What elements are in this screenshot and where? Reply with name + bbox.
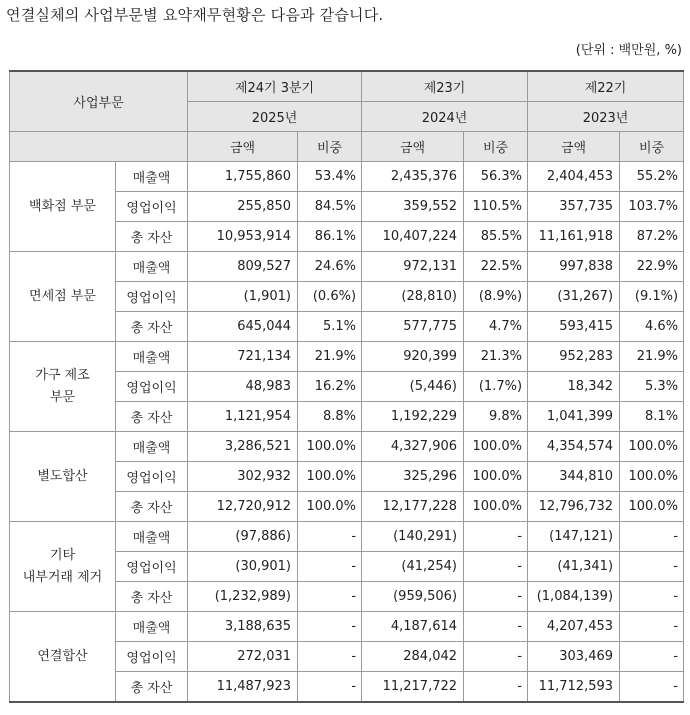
row-item-label: 영업이익 <box>116 192 188 222</box>
amount-cell: 4,207,453 <box>528 612 620 642</box>
table-row <box>10 252 684 282</box>
segment-name: 면세점 부문 <box>10 252 116 342</box>
ratio-cell: 5.3% <box>620 372 684 402</box>
amount-cell: 18,342 <box>528 372 620 402</box>
segment-name: 연결합산 <box>10 612 116 703</box>
page-title: 연결실체의 사업부문별 요약재무현황은 다음과 같습니다. <box>6 6 384 24</box>
ratio-cell: - <box>620 552 684 582</box>
row-item-label: 총 자산 <box>116 402 188 432</box>
table-row <box>10 612 684 642</box>
ratio-cell: 100.0% <box>620 462 684 492</box>
row-item-label: 매출액 <box>116 252 188 282</box>
amount-cell: 952,283 <box>528 342 620 372</box>
ratio-cell: 100.0% <box>464 492 528 522</box>
ratio-cell: (8.9%) <box>464 282 528 312</box>
row-item-label: 영업이익 <box>116 462 188 492</box>
amount-cell: (1,901) <box>188 282 298 312</box>
header-amount: 금액 <box>362 132 464 162</box>
amount-cell: 1,121,954 <box>188 402 298 432</box>
row-item-label: 영업이익 <box>116 282 188 312</box>
amount-cell: (97,886) <box>188 522 298 552</box>
header-year: 2023년 <box>528 102 684 132</box>
amount-cell: 4,327,906 <box>362 432 464 462</box>
amount-cell: 48,983 <box>188 372 298 402</box>
ratio-cell: - <box>298 672 362 703</box>
ratio-cell: 4.6% <box>620 312 684 342</box>
row-item-label: 영업이익 <box>116 642 188 672</box>
ratio-cell: 21.3% <box>464 342 528 372</box>
segment-name: 별도합산 <box>10 432 116 522</box>
ratio-cell: 16.2% <box>298 372 362 402</box>
unit-label: (단위 : 백만원, %) <box>575 43 682 58</box>
amount-cell: 4,354,574 <box>528 432 620 462</box>
ratio-cell: - <box>464 672 528 703</box>
amount-cell: (30,901) <box>188 552 298 582</box>
amount-cell: (1,084,139) <box>528 582 620 612</box>
header-ratio: 비중 <box>464 132 528 162</box>
ratio-cell: 100.0% <box>620 492 684 522</box>
header-amount: 금액 <box>188 132 298 162</box>
header-amount: 금액 <box>528 132 620 162</box>
ratio-cell: - <box>298 522 362 552</box>
segment-name: 기타 내부거래 제거 <box>10 522 116 612</box>
ratio-cell: - <box>464 522 528 552</box>
header-period: 제23기 <box>362 71 528 102</box>
amount-cell: 2,404,453 <box>528 162 620 192</box>
row-item-label: 총 자산 <box>116 582 188 612</box>
amount-cell: 3,188,635 <box>188 612 298 642</box>
ratio-cell: 86.1% <box>298 222 362 252</box>
amount-cell: 357,735 <box>528 192 620 222</box>
amount-cell: 255,850 <box>188 192 298 222</box>
amount-cell: 3,286,521 <box>188 432 298 462</box>
ratio-cell: - <box>298 582 362 612</box>
ratio-cell: 55.2% <box>620 162 684 192</box>
row-item-label: 총 자산 <box>116 312 188 342</box>
header-period: 제22기 <box>528 71 684 102</box>
row-item-label: 매출액 <box>116 342 188 372</box>
ratio-cell: - <box>620 612 684 642</box>
amount-cell: (28,810) <box>362 282 464 312</box>
ratio-cell: 8.8% <box>298 402 362 432</box>
row-item-label: 매출액 <box>116 612 188 642</box>
ratio-cell: - <box>464 552 528 582</box>
amount-cell: 972,131 <box>362 252 464 282</box>
ratio-cell: 84.5% <box>298 192 362 222</box>
header-ratio: 비중 <box>298 132 362 162</box>
amount-cell: (5,446) <box>362 372 464 402</box>
ratio-cell: - <box>464 582 528 612</box>
ratio-cell: 56.3% <box>464 162 528 192</box>
ratio-cell: - <box>298 642 362 672</box>
ratio-cell: 22.5% <box>464 252 528 282</box>
ratio-cell: 24.6% <box>298 252 362 282</box>
row-item-label: 영업이익 <box>116 552 188 582</box>
ratio-cell: 22.9% <box>620 252 684 282</box>
amount-cell: 721,134 <box>188 342 298 372</box>
header-segment: 사업부문 <box>10 71 188 132</box>
financial-summary-table <box>9 70 684 703</box>
amount-cell: 997,838 <box>528 252 620 282</box>
row-item-label: 총 자산 <box>116 222 188 252</box>
ratio-cell: - <box>620 642 684 672</box>
row-item-label: 매출액 <box>116 162 188 192</box>
ratio-cell: (9.1%) <box>620 282 684 312</box>
ratio-cell: - <box>464 612 528 642</box>
amount-cell: 11,161,918 <box>528 222 620 252</box>
segment-name: 가구 제조 부문 <box>10 342 116 432</box>
ratio-cell: 53.4% <box>298 162 362 192</box>
ratio-cell: - <box>620 522 684 552</box>
ratio-cell: - <box>298 552 362 582</box>
amount-cell: 272,031 <box>188 642 298 672</box>
ratio-cell: - <box>298 612 362 642</box>
ratio-cell: - <box>620 582 684 612</box>
ratio-cell: 21.9% <box>298 342 362 372</box>
ratio-cell: 100.0% <box>464 462 528 492</box>
header-ratio: 비중 <box>620 132 684 162</box>
amount-cell: 11,487,923 <box>188 672 298 703</box>
ratio-cell: 5.1% <box>298 312 362 342</box>
row-item-label: 영업이익 <box>116 372 188 402</box>
amount-cell: 284,042 <box>362 642 464 672</box>
amount-cell: (31,267) <box>528 282 620 312</box>
ratio-cell: 103.7% <box>620 192 684 222</box>
amount-cell: 645,044 <box>188 312 298 342</box>
amount-cell: 1,755,860 <box>188 162 298 192</box>
amount-cell: 302,932 <box>188 462 298 492</box>
header-year: 2024년 <box>362 102 528 132</box>
amount-cell: 593,415 <box>528 312 620 342</box>
amount-cell: (140,291) <box>362 522 464 552</box>
amount-cell: 1,192,229 <box>362 402 464 432</box>
amount-cell: (41,341) <box>528 552 620 582</box>
amount-cell: 920,399 <box>362 342 464 372</box>
ratio-cell: - <box>464 642 528 672</box>
table-row <box>10 342 684 372</box>
table-row <box>10 522 684 552</box>
amount-cell: 344,810 <box>528 462 620 492</box>
amount-cell: (1,232,989) <box>188 582 298 612</box>
row-item-label: 총 자산 <box>116 492 188 522</box>
ratio-cell: 87.2% <box>620 222 684 252</box>
header-blank <box>10 132 188 162</box>
ratio-cell: 8.1% <box>620 402 684 432</box>
amount-cell: 303,469 <box>528 642 620 672</box>
amount-cell: (147,121) <box>528 522 620 552</box>
amount-cell: 1,041,399 <box>528 402 620 432</box>
amount-cell: 4,187,614 <box>362 612 464 642</box>
amount-cell: 359,552 <box>362 192 464 222</box>
amount-cell: (959,506) <box>362 582 464 612</box>
amount-cell: 2,435,376 <box>362 162 464 192</box>
ratio-cell: 9.8% <box>464 402 528 432</box>
ratio-cell: 100.0% <box>464 432 528 462</box>
table-row <box>10 162 684 192</box>
amount-cell: 10,407,224 <box>362 222 464 252</box>
segment-name: 백화점 부문 <box>10 162 116 252</box>
amount-cell: 11,217,722 <box>362 672 464 703</box>
amount-cell: 10,953,914 <box>188 222 298 252</box>
ratio-cell: 85.5% <box>464 222 528 252</box>
ratio-cell: 100.0% <box>298 432 362 462</box>
header-period: 제24기 3분기 <box>188 71 362 102</box>
amount-cell: 11,712,593 <box>528 672 620 703</box>
amount-cell: 809,527 <box>188 252 298 282</box>
ratio-cell: 4.7% <box>464 312 528 342</box>
amount-cell: 577,775 <box>362 312 464 342</box>
amount-cell: 325,296 <box>362 462 464 492</box>
ratio-cell: - <box>620 672 684 703</box>
row-item-label: 매출액 <box>116 432 188 462</box>
amount-cell: 12,177,228 <box>362 492 464 522</box>
table-row <box>10 432 684 462</box>
ratio-cell: 110.5% <box>464 192 528 222</box>
ratio-cell: 100.0% <box>298 492 362 522</box>
header-year: 2025년 <box>188 102 362 132</box>
ratio-cell: (1.7%) <box>464 372 528 402</box>
ratio-cell: (0.6%) <box>298 282 362 312</box>
ratio-cell: 21.9% <box>620 342 684 372</box>
amount-cell: 12,796,732 <box>528 492 620 522</box>
ratio-cell: 100.0% <box>620 432 684 462</box>
ratio-cell: 100.0% <box>298 462 362 492</box>
row-item-label: 총 자산 <box>116 672 188 703</box>
amount-cell: 12,720,912 <box>188 492 298 522</box>
row-item-label: 매출액 <box>116 522 188 552</box>
amount-cell: (41,254) <box>362 552 464 582</box>
